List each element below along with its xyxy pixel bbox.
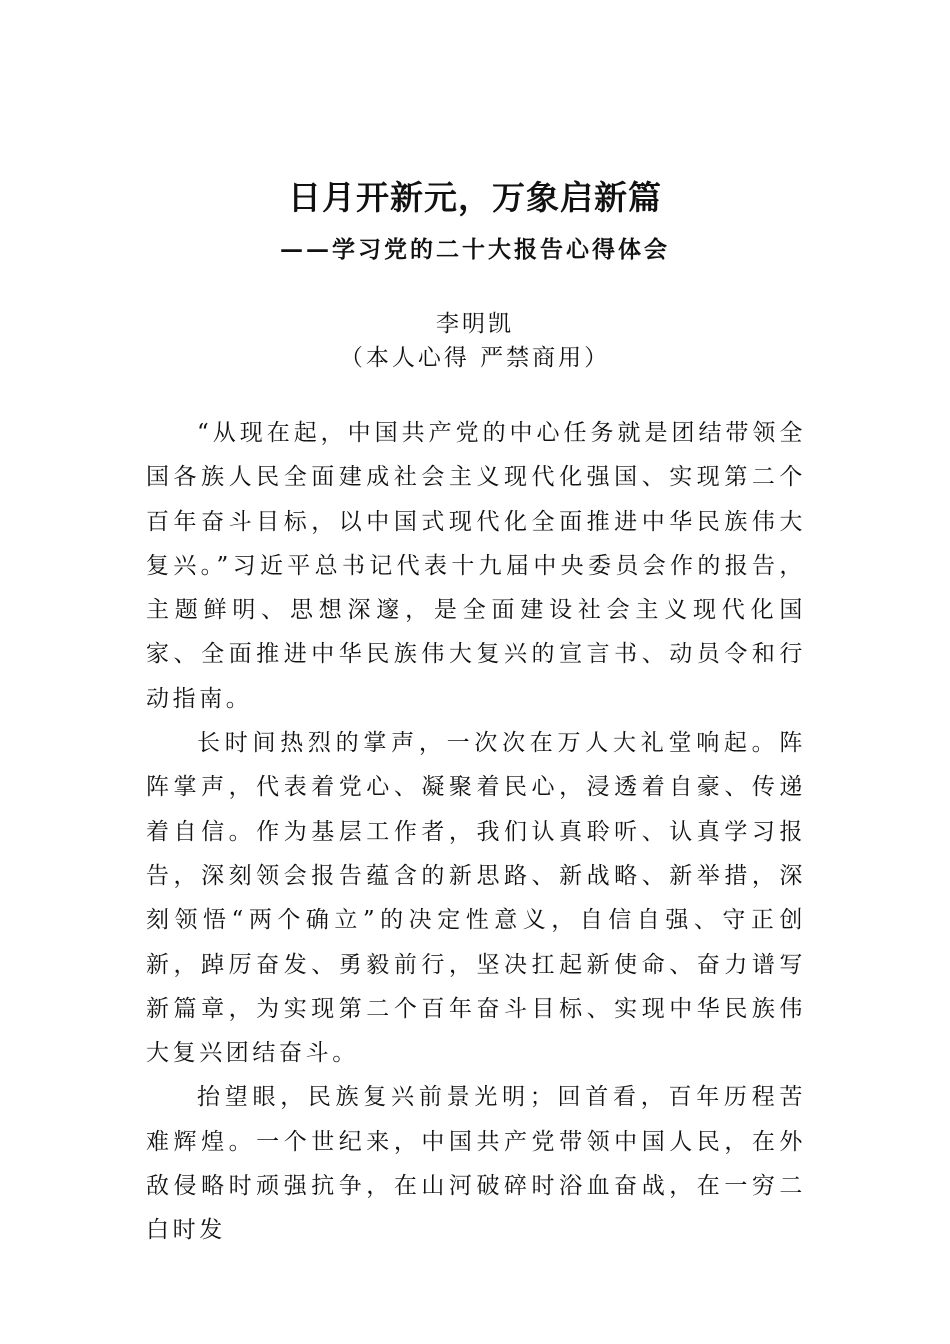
usage-note: （本人心得 严禁商用） — [339, 345, 611, 371]
document-body — [146, 411, 806, 1253]
paragraph-1: “从现在起，中国共产党的中心任务就是团结带领全国各族人民全面建成社会主义现代化强国、实现第二个百年奋斗目标，以中国式现代化全面推进中华民族伟大复兴。”习近平总书记代表十九届中央委员会作的报告，主题鲜明、思想深邃，是全面建设社会主义现代化国家、全面推进中华民族伟大复兴的宣言书、动员令和行动指南。 — [146, 420, 806, 712]
paragraph-3: 抬望眼，民族复兴前景光明；回首看，百年历程苦难辉煌。一个世纪来，中国共产党带领中国人民，在外敌侵略时顽强抗争，在山河破碎时浴血奋战，在一穷二白时发 — [146, 1084, 806, 1244]
author-name: 李明凯 — [436, 311, 514, 337]
paragraph-2: 长时间热烈的掌声，一次次在万人大礼堂响起。阵阵掌声，代表着党心、凝聚着民心，浸透着自豪、传递着自信。作为基层工作者，我们认真聆听、认真学习报告，深刻领会报告蕴含的新思路、新战略、新举措，深刻领悟“两个确立”的决定性意义，自信自强、守正创新，踔厉奋发、勇毅前行，坚决扛起新使命、奋力谱写新篇章，为实现第二个百年奋斗目标、实现中华民族伟大复兴团结奋斗。 — [146, 730, 806, 1067]
document-title: 日月开新元，万象启新篇 — [288, 178, 662, 217]
document-subtitle: ——学习党的二十大报告心得体会 — [280, 236, 670, 263]
